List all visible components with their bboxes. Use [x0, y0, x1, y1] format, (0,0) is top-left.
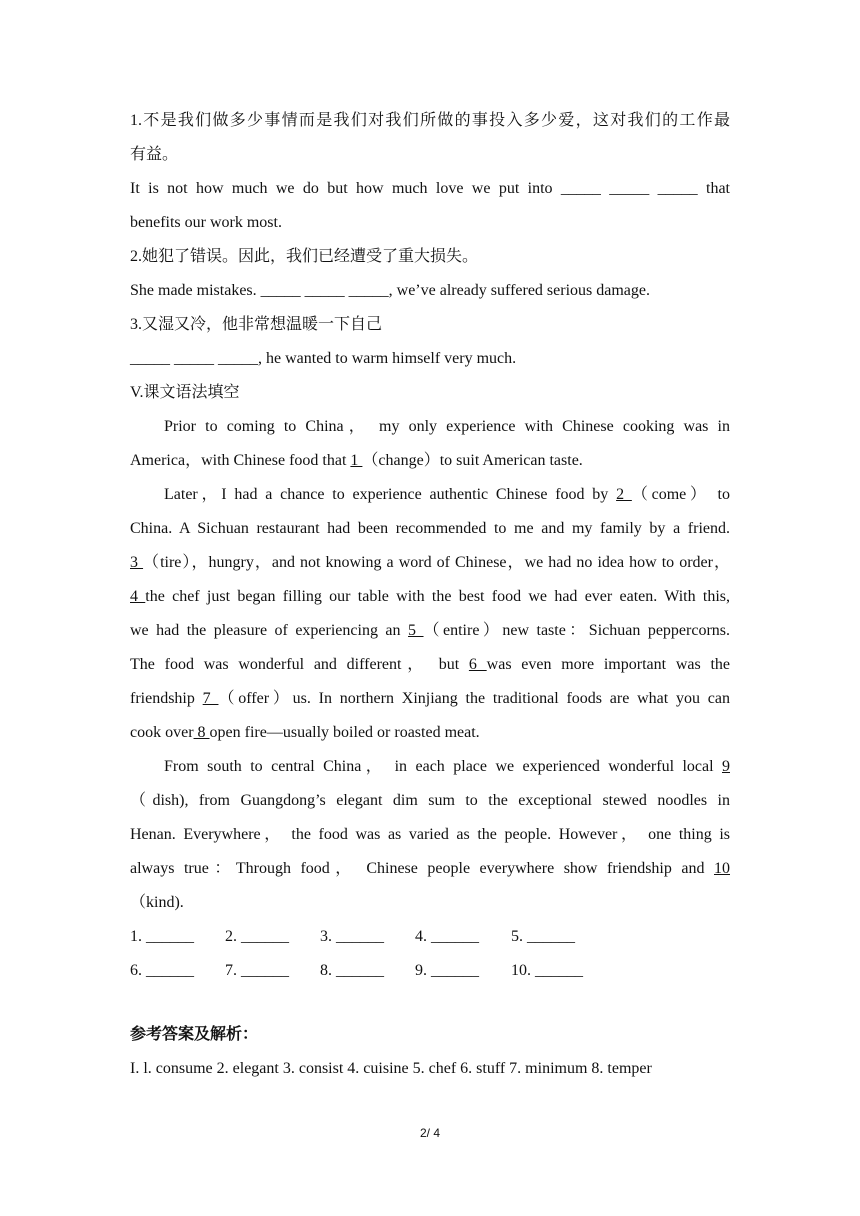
- q1-chinese-line2: 有益。: [130, 146, 179, 163]
- blank-1: 1: [350, 452, 363, 469]
- answer-blank-3[interactable]: 3. ______: [320, 928, 384, 945]
- passage-text: the chef just began filling our table with the best food we had ever eaten. With this,: [145, 588, 730, 605]
- answer-blank-5[interactable]: 5. ______: [511, 928, 575, 945]
- passage-text: The food was wonderful and different， but: [130, 656, 469, 673]
- blank-10: 10: [714, 860, 730, 877]
- passage-text: （offer）us. In northern Xinjiang the traditional foods are what you can: [218, 690, 731, 707]
- passage-p2-line7: [130, 682, 730, 716]
- passage-p3-line5: （kind).: [130, 894, 184, 911]
- passage-text: From south to central China， in each place we experienced wonderful local: [164, 758, 722, 775]
- page-number: 2/ 4: [419, 1126, 440, 1140]
- answer-blank-2[interactable]: 2. ______: [225, 928, 289, 945]
- passage-p3-line3: Henan. Everywhere， the food was as varied as the people. However， one thing is: [130, 826, 731, 843]
- answer-key-line1: I. l. consume 2. elegant 3. consist 4. cuisine 5. chef 6. stuff 7. minimum 8. temper: [130, 1060, 652, 1077]
- blank-2: 2: [616, 486, 632, 503]
- answer-blank-1[interactable]: 1. ______: [130, 928, 194, 945]
- q1-english-line2: benefits our work most.: [130, 214, 282, 231]
- passage-p2-line3: [130, 546, 730, 580]
- passage-p1-line1: Prior to coming to China， my only experience with Chinese cooking was in: [164, 418, 730, 435]
- passage-p3-line2: （dish), from Guangdong’s elegant dim sum to the exceptional stewed noodles in: [130, 792, 730, 809]
- answer-blank-8[interactable]: 8. ______: [320, 962, 384, 979]
- answer-blank-4[interactable]: 4. ______: [415, 928, 479, 945]
- passage-p3-line4: [130, 852, 730, 886]
- q2-chinese: 2.她犯了错误。因此，我们已经遭受了重大损失。: [130, 248, 479, 265]
- q2-english: She made mistakes. _____ _____ _____, we’ve already suffered serious damage.: [130, 282, 651, 299]
- passage-text: Later，I had a chance to experience authentic Chinese food by: [164, 486, 617, 503]
- passage-text: cook over: [130, 724, 194, 741]
- q3-chinese: 3.又湿又冷，他非常想温暖一下自己: [130, 316, 383, 333]
- passage-text: always true：Through food， Chinese people everywhere show friendship and: [130, 860, 714, 877]
- passage-text: （tire），hungry，and not knowing a word of Chinese，we had no idea how to order，: [143, 554, 730, 571]
- blank-5: 5: [408, 622, 424, 639]
- passage-p3-line1: [164, 750, 730, 784]
- blank-6: 6: [468, 656, 487, 673]
- passage-p2-line6: [130, 648, 730, 682]
- q1-english-line1: It is not how much we do but how much love we put into _____ _____ _____ that: [130, 180, 730, 197]
- answer-blank-6[interactable]: 6. ______: [130, 962, 194, 979]
- passage-text: open fire—usually boiled or roasted meat.: [209, 724, 480, 741]
- passage-text: friendship: [130, 690, 203, 707]
- passage-p1-line2: [130, 444, 730, 478]
- answer-key-heading: 参考答案及解析：: [130, 1026, 259, 1043]
- passage-text: （entire）new taste：Sichuan peppercorns.: [423, 622, 731, 639]
- passage-text: was even more important was the: [486, 656, 730, 673]
- blank-8: 8: [193, 724, 210, 741]
- answer-blank-7[interactable]: 7. ______: [225, 962, 289, 979]
- passage-p2-line1: [164, 478, 730, 512]
- answer-blank-10[interactable]: 10. ______: [511, 962, 583, 979]
- blank-7: 7: [202, 690, 219, 707]
- blank-3: 3: [130, 554, 144, 571]
- answer-blank-9[interactable]: 9. ______: [415, 962, 479, 979]
- q3-english: _____ _____ _____, he wanted to warm himself very much.: [130, 350, 517, 367]
- passage-p2-line4: [130, 580, 730, 614]
- passage-text: we had the pleasure of experiencing an: [130, 622, 409, 639]
- passage-text: （come） to: [631, 486, 730, 503]
- passage-text: （change）to suit American taste.: [362, 452, 583, 469]
- section-v-heading: V.课文语法填空: [130, 384, 240, 401]
- passage-p2-line5: [130, 614, 730, 648]
- blank-9: 9: [722, 758, 730, 775]
- passage-p2-line2: China. A Sichuan restaurant had been recommended to me and my family by a friend.: [130, 520, 730, 537]
- q1-chinese-line1: 1.不是我们做多少事情而是我们对我们所做的事投入多少爱，这对我们的工作最: [130, 112, 730, 129]
- passage-p2-line8: [130, 716, 730, 750]
- passage-text: America，with Chinese food that: [130, 452, 351, 469]
- blank-4: 4: [130, 588, 146, 605]
